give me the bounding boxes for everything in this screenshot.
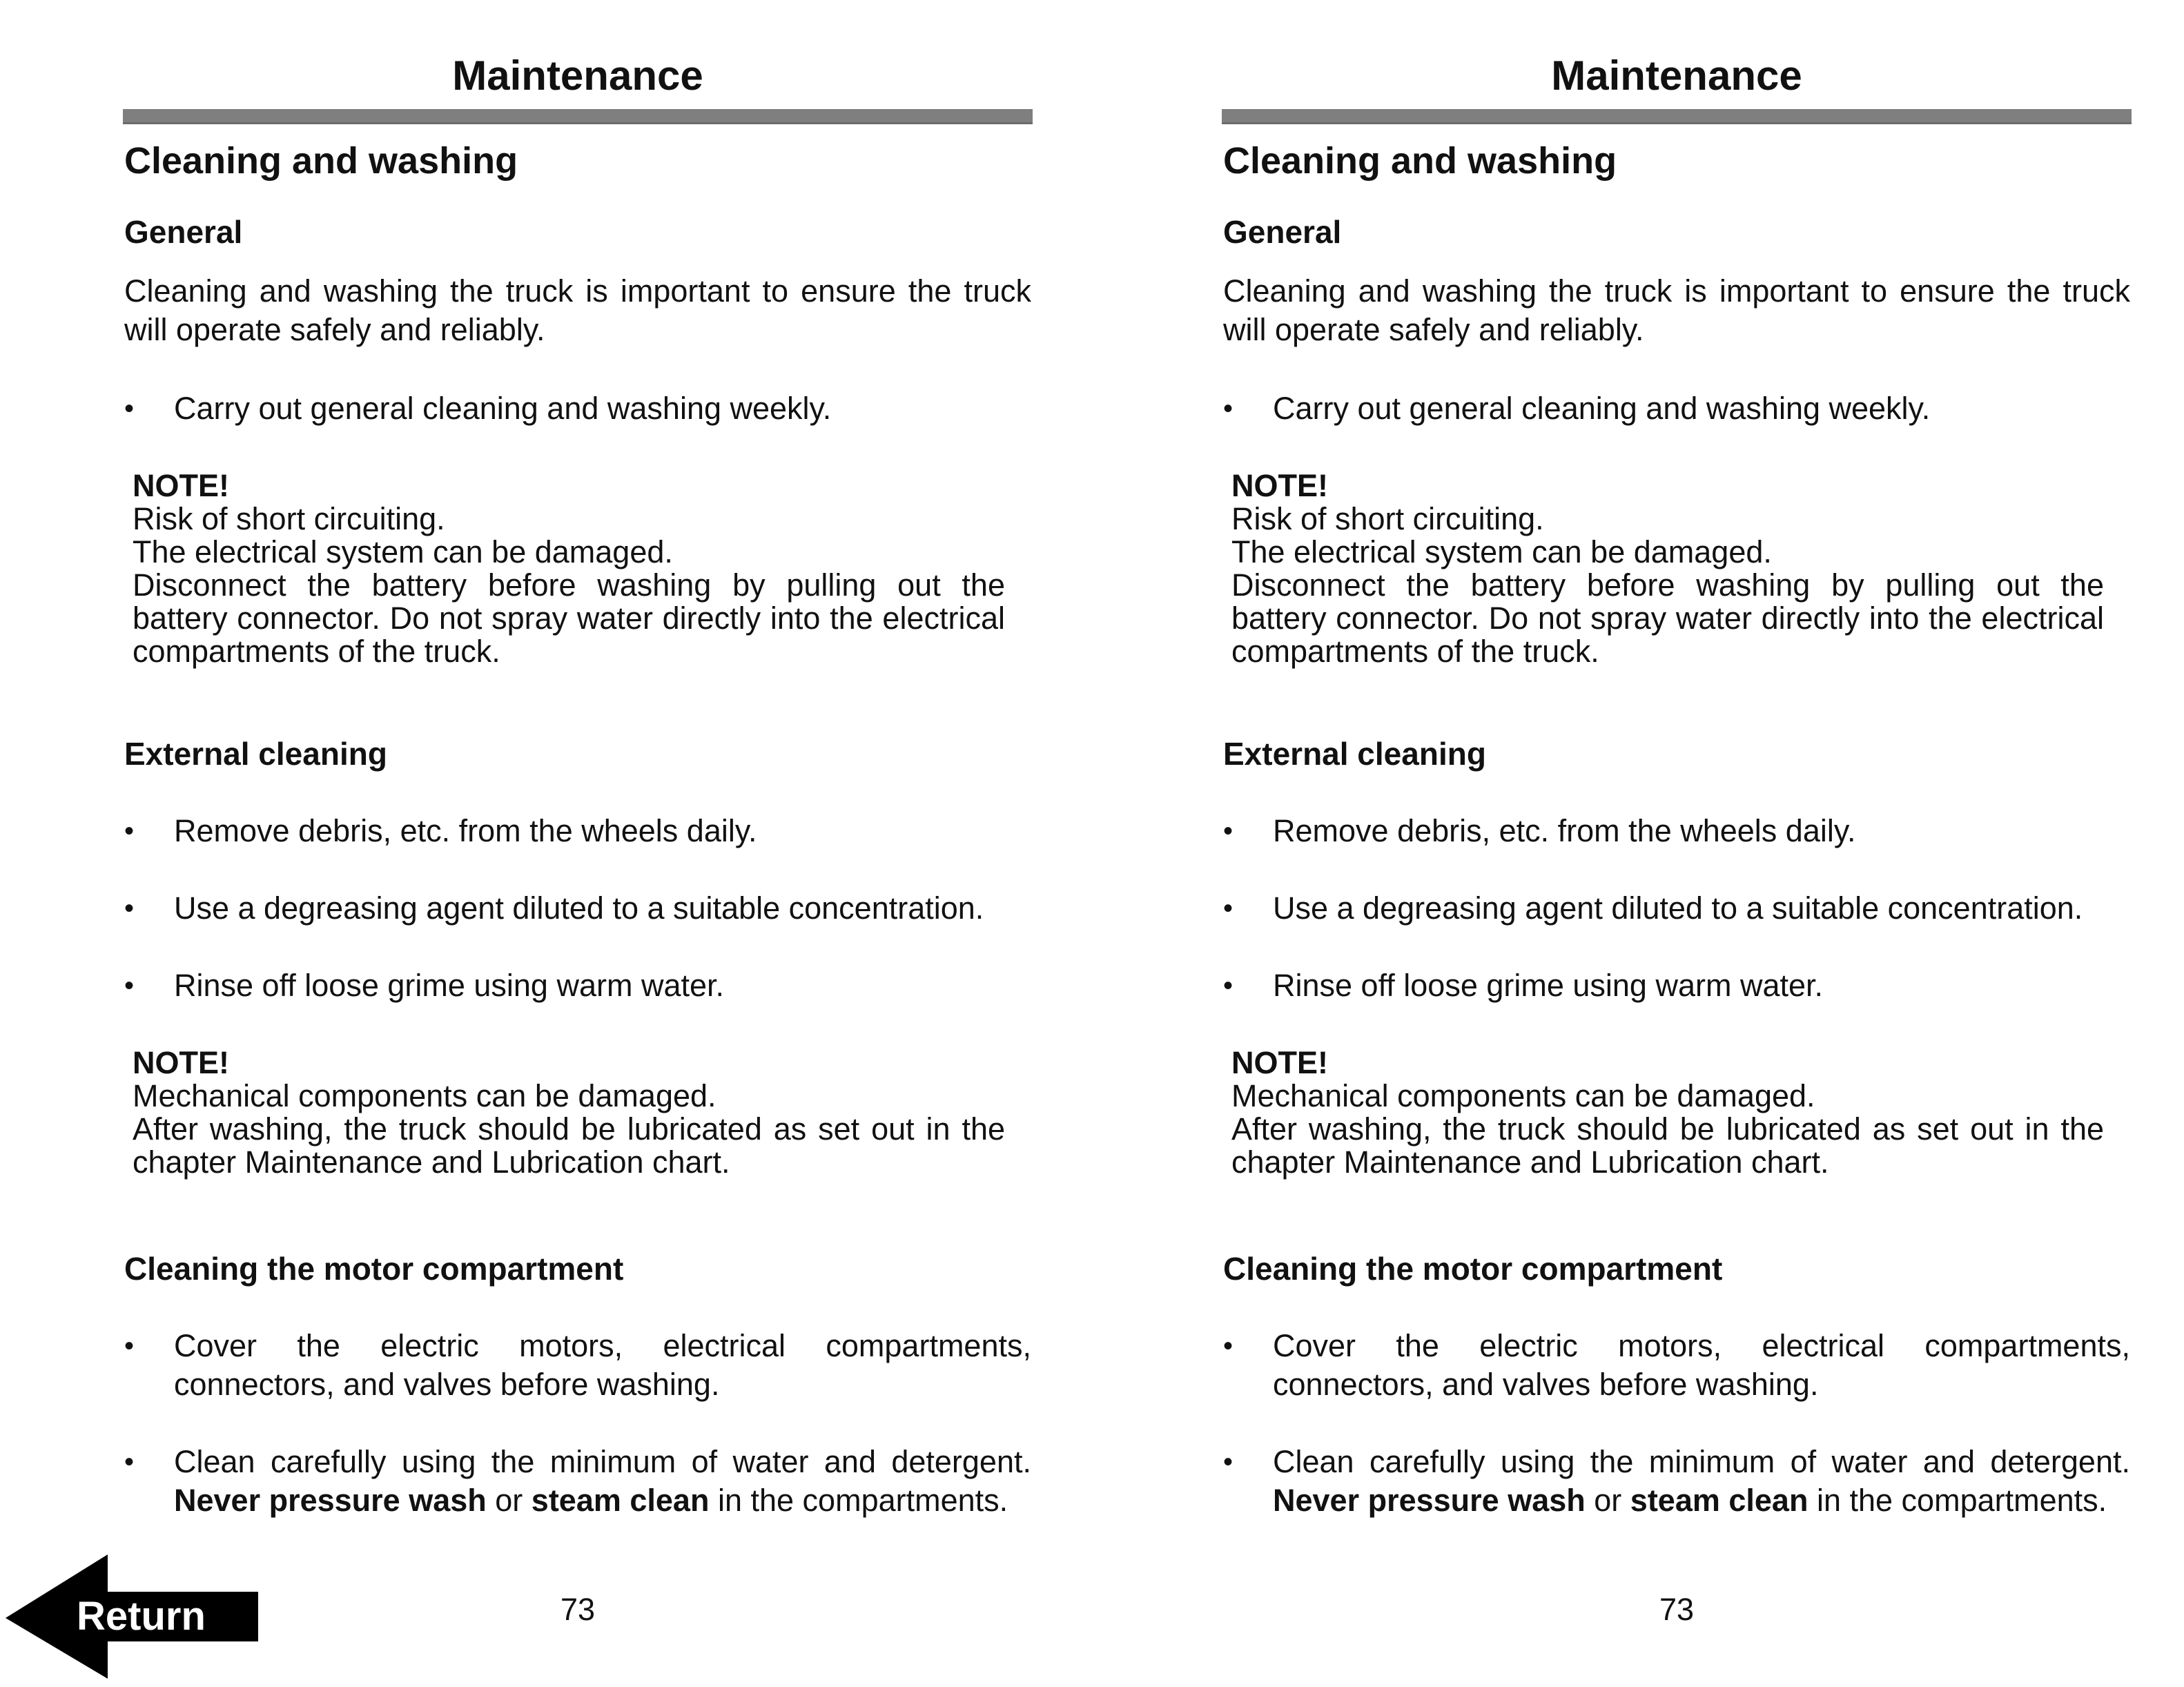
- list-item: [124, 889, 1031, 928]
- list-item-text: Clean carefully using the minimum of water and detergent.: [174, 1444, 1031, 1479]
- page-right: [1222, 0, 2132, 1687]
- bullet-icon: •: [1223, 1331, 1234, 1361]
- note-mechanical: [1231, 1046, 2104, 1179]
- heading-motor-compartment: Cleaning the motor compartment: [124, 1251, 624, 1287]
- list-item-text: Cover the electric motors, electrical compartments, connectors, and valves before washing.: [174, 1328, 1031, 1402]
- header-rule: [1222, 109, 2132, 124]
- note-line: The electrical system can be damaged.: [133, 534, 673, 569]
- note-label: NOTE!: [1231, 1045, 1328, 1080]
- list-item: [1223, 1443, 2130, 1520]
- list-item-text: Carry out general cleaning and washing weekly.: [1273, 391, 1931, 426]
- list-item: [124, 966, 1031, 1005]
- bullet-icon: •: [1223, 816, 1234, 846]
- bullet-icon: •: [124, 971, 135, 1001]
- bullet-icon: •: [124, 1447, 135, 1477]
- note-mechanical: [133, 1046, 1005, 1179]
- list-item-text: Remove debris, etc. from the wheels daily.: [174, 813, 757, 848]
- section-title: Cleaning and washing: [124, 140, 518, 182]
- note-label: NOTE!: [133, 468, 229, 503]
- emphasis-text: Never pressure wash: [1273, 1483, 1586, 1518]
- list-item: [1223, 966, 2130, 1005]
- bullet-icon: •: [124, 893, 135, 924]
- list-item-text-block: [1273, 1443, 2130, 1520]
- heading-motor-compartment: Cleaning the motor compartment: [1223, 1251, 1723, 1287]
- section-title: Cleaning and washing: [1223, 140, 1617, 182]
- list-item-text: Cover the electric motors, electrical compartments, connectors, and valves before washing.: [1273, 1328, 2130, 1402]
- list-item: [1223, 1327, 2130, 1404]
- list-item-text: Clean carefully using the minimum of water and detergent.: [1273, 1444, 2130, 1479]
- heading-general: General: [124, 214, 243, 250]
- list-item-text: Use a degreasing agent diluted to a suitable concentration.: [174, 890, 984, 926]
- list-item-text: or: [495, 1483, 523, 1518]
- list-item: [124, 1327, 1031, 1404]
- bullet-icon: •: [124, 393, 135, 424]
- emphasis-text: steam clean: [1630, 1483, 1808, 1518]
- bullet-icon: •: [1223, 1447, 1234, 1477]
- heading-external-cleaning: External cleaning: [124, 736, 387, 772]
- note-line: Risk of short circuiting.: [1231, 501, 1544, 536]
- heading-general: General: [1223, 214, 1342, 250]
- list-item: [124, 389, 1031, 428]
- return-label: Return: [77, 1594, 206, 1639]
- note-line: Mechanical components can be damaged.: [133, 1078, 716, 1113]
- note-line: Mechanical components can be damaged.: [1231, 1078, 1815, 1113]
- bullet-icon: •: [1223, 393, 1234, 424]
- list-item-text: in the compartments.: [717, 1483, 1008, 1518]
- note-electrical: [133, 469, 1005, 668]
- list-item-text: Use a degreasing agent diluted to a suitable concentration.: [1273, 890, 2083, 926]
- note-label: NOTE!: [1231, 468, 1328, 503]
- page-number: 73: [1659, 1592, 1695, 1627]
- page-title: Maintenance: [452, 52, 703, 99]
- general-paragraph: Cleaning and washing the truck is important to ensure the truck will operate safely and reliably.: [1223, 273, 2130, 347]
- heading-external-cleaning: External cleaning: [1223, 736, 1486, 772]
- list-item: [1223, 889, 2130, 928]
- list-item-text: Rinse off loose grime using warm water.: [174, 968, 725, 1003]
- list-item-text: Rinse off loose grime using warm water.: [1273, 968, 1824, 1003]
- note-label: NOTE!: [133, 1045, 229, 1080]
- page-number: 73: [560, 1592, 596, 1627]
- bullet-icon: •: [124, 1331, 135, 1361]
- list-item-text-block: [174, 1443, 1031, 1520]
- list-item: [124, 812, 1031, 850]
- page-title: Maintenance: [1551, 52, 1802, 99]
- list-item-text: or: [1594, 1483, 1622, 1518]
- note-electrical: [1231, 469, 2104, 668]
- note-line: Disconnect the battery before washing by pulling out the battery connector. Do not spray water directly into the electrical compartments of the truck.: [133, 567, 1005, 669]
- return-button[interactable]: [6, 1554, 258, 1679]
- list-item: [124, 1443, 1031, 1520]
- note-line: Risk of short circuiting.: [133, 501, 445, 536]
- list-item-text: in the compartments.: [1816, 1483, 2107, 1518]
- list-item: [1223, 389, 2130, 428]
- header-rule: [123, 109, 1033, 124]
- general-paragraph: Cleaning and washing the truck is important to ensure the truck will operate safely and reliably.: [124, 273, 1031, 347]
- bullet-icon: •: [1223, 971, 1234, 1001]
- note-line: The electrical system can be damaged.: [1231, 534, 1772, 569]
- note-line: After washing, the truck should be lubricated as set out in the chapter Maintenance and Lubrication chart.: [1231, 1111, 2104, 1180]
- list-item-text: Remove debris, etc. from the wheels daily.: [1273, 813, 1856, 848]
- bullet-icon: •: [1223, 893, 1234, 924]
- list-item-text: Carry out general cleaning and washing weekly.: [174, 391, 832, 426]
- note-line: After washing, the truck should be lubricated as set out in the chapter Maintenance and Lubrication chart.: [133, 1111, 1005, 1180]
- emphasis-text: steam clean: [531, 1483, 710, 1518]
- page-left: [123, 0, 1033, 1687]
- bullet-icon: •: [124, 816, 135, 846]
- note-line: Disconnect the battery before washing by pulling out the battery connector. Do not spray water directly into the electrical compartments of the truck.: [1231, 567, 2104, 669]
- list-item: [1223, 812, 2130, 850]
- emphasis-text: Never pressure wash: [174, 1483, 487, 1518]
